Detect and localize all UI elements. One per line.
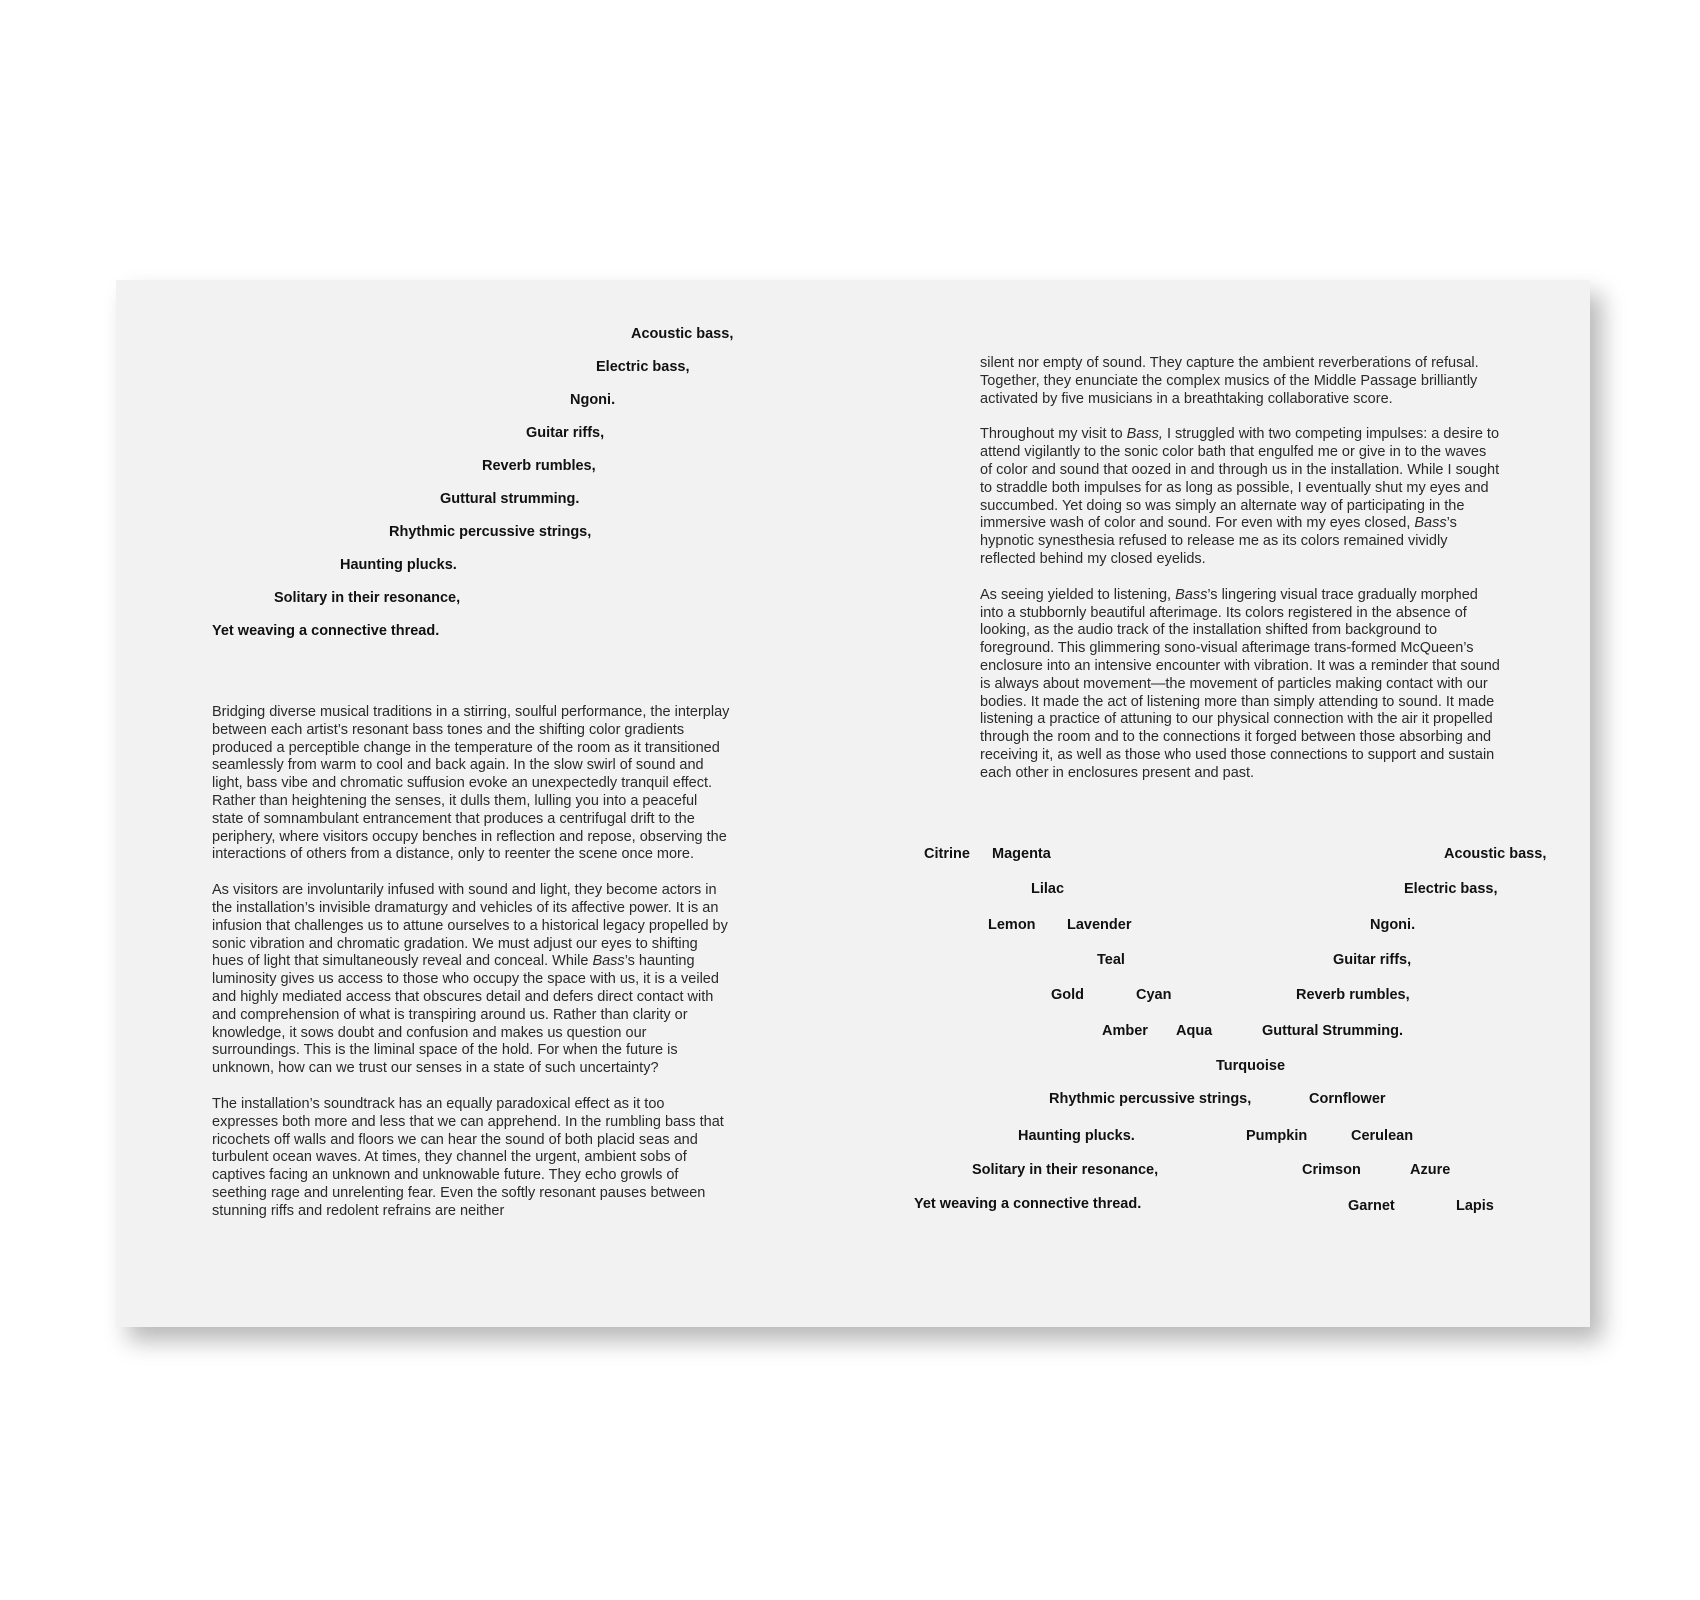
left-column-text xyxy=(212,704,732,1221)
left-poem-line: Guitar riffs, xyxy=(526,425,605,441)
book-spread xyxy=(116,280,1590,1327)
italic-title: Bass xyxy=(592,953,625,970)
color-word: Amber xyxy=(1102,1023,1148,1039)
right-poem-line: Solitary in their resonance, xyxy=(972,1162,1159,1178)
color-word: Cyan xyxy=(1136,987,1172,1003)
color-word: Lemon xyxy=(988,917,1036,933)
color-word: Turquoise xyxy=(1216,1058,1286,1074)
color-word: Crimson xyxy=(1302,1162,1361,1178)
color-word: Lavender xyxy=(1067,917,1132,933)
right-poem-line: Acoustic bass, xyxy=(1444,846,1547,862)
right-poem-line: Guttural Strumming. xyxy=(1262,1023,1403,1039)
left-poem-line: Solitary in their resonance, xyxy=(274,590,461,606)
right-column-text xyxy=(980,355,1500,783)
left-poem-line: Ngoni. xyxy=(570,392,616,408)
paragraph: As seeing yielded to listening, Bass’s lingering visual trace gradually morphed into a stubbornly beautiful afterimage. Its colors registered in the absence of looking, as the audio track of the installation shifted from background to foreground. This glimmering sono-visual afterimage trans-formed McQueen’s enclosure into an intensive encounter with vibration. It was a reminder that sound is always about movement—the movement of particles making contact with our bodies. It made the act of listening more than simply attending to sound. It made listening a practice of attuning to our physical connection with the air it propelled through the room and to the connections it forged between those absorbing and receiving it, as well as those who used those connections to support and sustain each other in enclosures present and past. xyxy=(980,586,1500,781)
color-word: Garnet xyxy=(1348,1198,1395,1214)
left-poem-line: Acoustic bass, xyxy=(631,326,734,342)
italic-title: Bass xyxy=(1414,515,1447,532)
right-poem-line: Yet weaving a connective thread. xyxy=(914,1196,1142,1212)
color-word: Magenta xyxy=(992,846,1051,862)
right-poem-line: Haunting plucks. xyxy=(1018,1128,1135,1144)
color-word: Lapis xyxy=(1456,1198,1494,1214)
color-word: Gold xyxy=(1051,987,1085,1003)
left-poem-line: Rhythmic percussive strings, xyxy=(389,524,592,540)
right-poem-line: Reverb rumbles, xyxy=(1296,987,1410,1003)
color-word: Cornflower xyxy=(1309,1091,1386,1107)
left-poem-line: Reverb rumbles, xyxy=(482,458,596,474)
left-poem-line: Yet weaving a connective thread. xyxy=(212,623,440,639)
paragraph: Bridging diverse musical traditions in a stirring, soulful performance, the interplay between each artist’s resonant bass tones and the shifting color gradients produced a perceptible change in the temperature of the room as it transitioned seamlessly from warm to cool and back again. In the slow swirl of sound and light, bass vibe and chromatic suffusion evoke an unexpectedly tranquil effect. Rather than heightening the senses, it dulls them, lulling you into a peaceful state of somnambulant entrancement that produces a centrifugal drift to the periphery, where visitors occupy benches in reflection and repose, observing the interactions of others from a distance, only to reenter the scene once more. xyxy=(212,704,730,863)
right-poem-line: Rhythmic percussive strings, xyxy=(1049,1091,1252,1107)
right-poem-line: Electric bass, xyxy=(1404,881,1498,897)
paragraph: As visitors are involuntarily infused with sound and light, they become actors in the installation’s invisible dramaturgy and vehicles of its affective power. It is an infusion that challenges us to attune ourselves to a historical legacy propelled by sonic vibration and chromatic gradation. We must adjust our eyes to shifting hues of light that simultaneously reveal and conceal. While Bass’s haunting luminosity gives us access to those who occupy the space with us, it is a veiled and highly mediated access that obscures detail and defers direct contact with and comprehension of what is transpiring around us. Rather than clarity or knowledge, it sows doubt and confusion and makes us question our surroundings. This is the liminal space of the hold. For when the future is unknown, how can we trust our senses in a state of such uncertainty? xyxy=(212,882,728,1077)
color-word: Citrine xyxy=(924,846,970,862)
paragraph: silent nor empty of sound. They capture the ambient reverberations of refusal. Together, they enunciate the complex musics of the Middle Passage brilliantly activated by five musicians in a breathtaking collaborative score. xyxy=(980,355,1479,407)
left-poem-line: Electric bass, xyxy=(596,359,690,375)
italic-title: Bass, xyxy=(1126,426,1163,443)
right-poem-line: Guitar riffs, xyxy=(1333,952,1412,968)
color-word: Azure xyxy=(1410,1162,1451,1178)
paragraph: Throughout my visit to Bass, I struggled with two competing impulses: a desire to attend vigilantly to the sonic color bath that engulfed me or give in to the waves of color and sound that oozed in and through us in the installation. While I sought to straddle both impulses for as long as possible, I eventually shut my eyes and succumbed. Yet doing so was simply an alternate way of participating in the immersive wash of color and sound. For even with my eyes closed, Bass’s hypnotic synesthesia refused to release me as its colors remained vividly reflected behind my closed eyelids. xyxy=(980,426,1500,567)
left-poem-line: Haunting plucks. xyxy=(340,557,457,573)
color-word: Pumpkin xyxy=(1246,1128,1308,1144)
paragraph: The installation’s soundtrack has an equally paradoxical effect as it too expresses both more and less that we can apprehend. In the rumbling bass that ricochets off walls and floors we can hear the sound of both placid seas and turbulent ocean waves. At times, they channel the urgent, ambient sobs of captives facing an unknown and unknowable future. They echo growls of seething rage and unrelenting fear. Even the softly resonant pauses between stunning riffs and redolent refrains are neither xyxy=(212,1095,724,1219)
left-poem-line: Guttural strumming. xyxy=(440,491,580,507)
color-word: Cerulean xyxy=(1351,1128,1414,1144)
italic-title: Bass xyxy=(1175,586,1208,603)
color-word: Aqua xyxy=(1176,1023,1213,1039)
right-poem-line: Ngoni. xyxy=(1370,917,1416,933)
color-word: Lilac xyxy=(1031,881,1065,897)
color-word: Teal xyxy=(1097,952,1125,968)
